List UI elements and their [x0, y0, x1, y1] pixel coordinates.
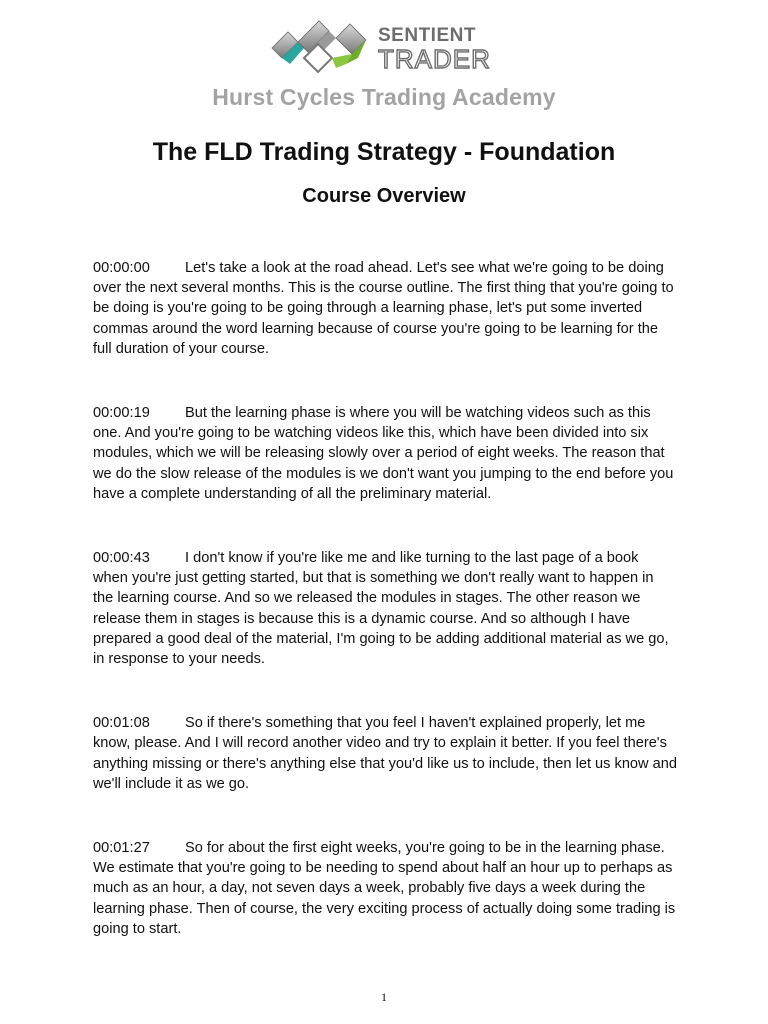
timestamp: 00:00:19 — [93, 405, 150, 422]
page-header — [0, 0, 768, 120]
transcript-paragraph — [93, 838, 677, 939]
logo-wordmark — [378, 26, 491, 72]
transcript-paragraph — [93, 713, 677, 794]
transcript-paragraph — [93, 258, 677, 359]
sentient-trader-logo — [268, 18, 508, 80]
timestamp: 00:01:08 — [93, 715, 150, 732]
document-title: The FLD Trading Strategy - Foundation — [152, 138, 616, 166]
transcript-paragraph — [93, 403, 677, 504]
logo-word-trader: TRADER — [378, 44, 491, 74]
transcript-body — [93, 258, 677, 983]
timestamp: 00:01:27 — [93, 840, 150, 857]
paragraph-text: I don't know if you're like me and like turning to the last page of a book when you're just getting started, but that is something we don't really want to happen in the learning course. And so we released the modules in stages. The other reason we release them in stages is because this is a dynamic course. And so although I have prepared a good deal of the material, I'm going to be adding additional material as we go, in response to your needs. — [93, 550, 669, 668]
logo-word-sentient: SENTIENT — [378, 25, 476, 46]
academy-name: Hurst Cycles Trading Academy — [212, 84, 556, 110]
document-subtitle: Course Overview — [302, 185, 466, 207]
paragraph-text: But the learning phase is where you will be watching videos such as this one. And you're going to be watching videos like this, which have been divided into six modules, which we will be releasing slowly over a period of eight weeks. The reason that we do the slow release of the modules is we don't want you jumping to the end before you have a complete understanding of all the preliminary material. — [93, 405, 674, 502]
paragraph-text: Let's take a look at the road ahead. Let's see what we're going to be doing over the next several months. This is the course outline. The first thing that you're going to be doing is you're going to be going through a learning phase, let's put some inverted commas around the word learning because of course you're going to be learning for the full duration of your course. — [93, 260, 674, 357]
page-number: 1 — [381, 990, 387, 1004]
transcript-paragraph — [93, 548, 677, 669]
paragraph-text: So for about the first eight weeks, you're going to be in the learning phase. We estimate that you're going to be needing to spend about half an hour up to perhaps as much as an hour, a day, not seven days a week, probably five days a week during the learning phase. Then of course, the very exciting process of actually doing some trading is going to start. — [93, 840, 676, 937]
paragraph-text: So if there's something that you feel I haven't explained properly, let me know, please. And I will record another video and try to explain it better. If you feel there's anything missing or there's anything else that you'd like us to include, then let us know and we'll include it as we go. — [93, 715, 677, 792]
logo-mark-icon — [268, 18, 370, 80]
timestamp: 00:00:43 — [93, 550, 150, 567]
timestamp: 00:00:00 — [93, 260, 150, 276]
